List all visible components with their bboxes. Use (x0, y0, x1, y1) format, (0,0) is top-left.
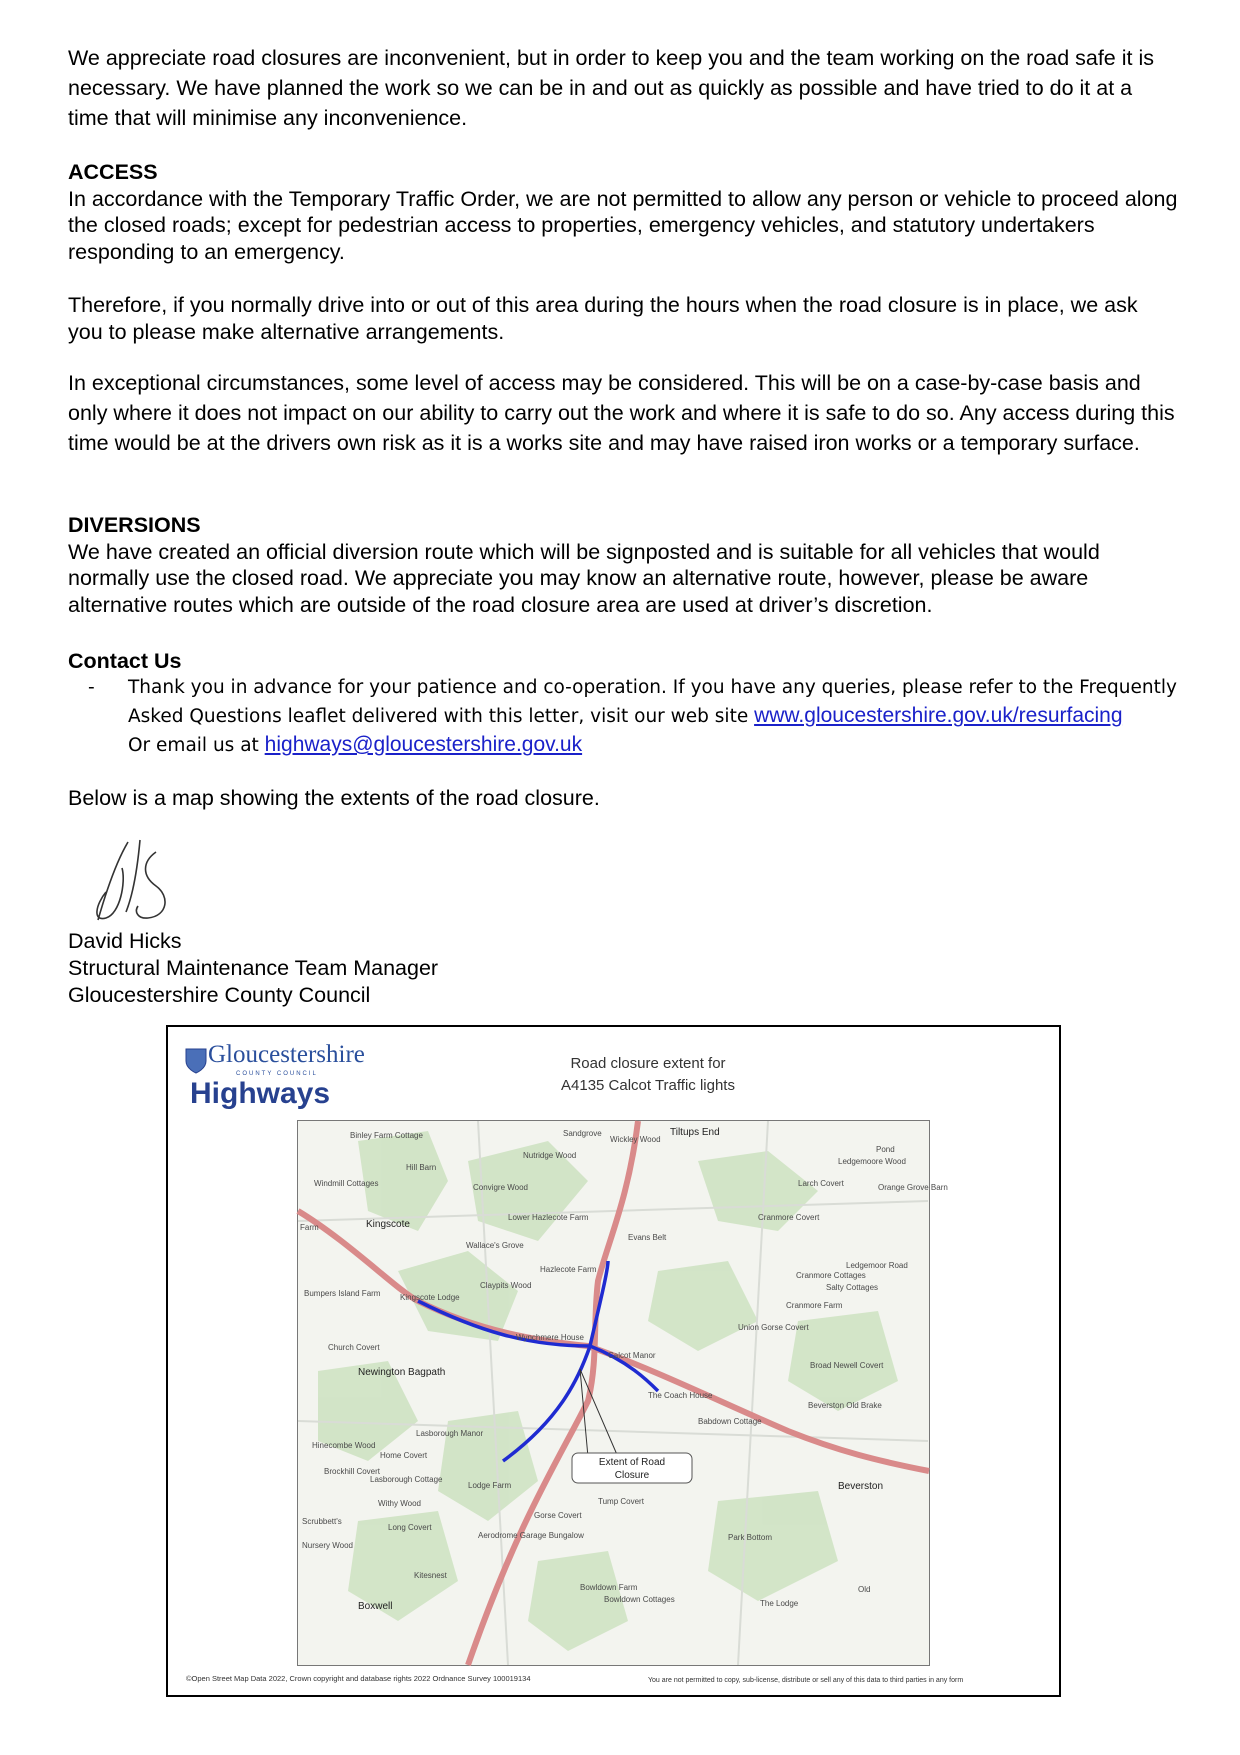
callout-line-2: Closure (614, 1470, 650, 1481)
signatory-name: David Hicks (68, 929, 182, 953)
map-place-label: Cranmore Cottages (796, 1271, 866, 1280)
map-place-label: Church Covert (328, 1343, 380, 1352)
map-place-label: Tiltups End (670, 1127, 720, 1138)
intro-paragraph: We appreciate road closures are inconvenient, but in order to keep you and the team working on the road safe it is necessary. We have planned the work so we can be in and out as quickly as possible and have tried to do it at a time that will minimise any inconvenience. (68, 46, 1154, 130)
map-place-label: Ledgemoor Road (846, 1261, 908, 1270)
map-place-label: Binley Farm Cottage (350, 1131, 423, 1140)
map-figure (166, 1025, 1061, 1697)
map-place-label: Kingscote Lodge (400, 1293, 460, 1302)
map-place-label: Farm (300, 1223, 319, 1232)
map-footer-left: ©Open Street Map Data 2022, Crown copyright and database rights 2022 Ordnance Survey 100019134 (186, 1674, 531, 1683)
map-place-label: Home Covert (380, 1451, 428, 1460)
map-place-label: Convigre Wood (473, 1183, 528, 1192)
access-paragraph-1: In accordance with the Temporary Traffic Order, we are not permitted to allow any person or vehicle to proceed along the closed roads; except for pedestrian access to properties, emergency vehicles, and statutory undertakers responding to an emergency. (68, 186, 1178, 264)
map-place-label: The Lodge (760, 1599, 799, 1608)
map-place-label: Old (858, 1585, 871, 1594)
contact-bullet (88, 674, 1198, 760)
map-place-label: Broad Newell Covert (810, 1361, 884, 1370)
signatory-role: Structural Maintenance Team Manager (68, 956, 439, 980)
map-place-label: Newington Bagpath (358, 1367, 446, 1378)
map-place-label: Bumpers Island Farm (304, 1289, 381, 1298)
access-paragraph-2: Therefore, if you normally drive into or out of this area during the hours when the road closure is in place, we ask you to please make alternative arrangements. (68, 293, 1138, 344)
map-place-label: Babdown Cottage (698, 1417, 762, 1426)
access-section (68, 159, 1178, 265)
map-place-label: Lodge Farm (468, 1481, 512, 1490)
map-place-label: Calcot Manor (608, 1351, 656, 1360)
map-place-label: Cranmore Farm (786, 1301, 843, 1310)
map-place-label: Larch Covert (798, 1179, 844, 1188)
signature-image (86, 832, 182, 932)
map-place-label: Bowldown Cottages (604, 1595, 675, 1604)
map-place-label: Kingscote (366, 1219, 410, 1230)
map-place-label: Wynchmere House (516, 1333, 584, 1342)
map-place-label: Kitesnest (414, 1571, 447, 1580)
diversions-section (68, 512, 1178, 618)
map-place-label: Pond (876, 1145, 895, 1154)
map-place-label: Lasborough Cottage (370, 1475, 443, 1484)
map-place-label: Orange Grove Barn (878, 1183, 948, 1192)
access-paragraph-3: In exceptional circumstances, some level of access may be considered. This will be on a case-by-case basis and only where it does not impact on our ability to carry out the work and where it is safe to do so. Any access during this time would be at the drivers own risk as it is a works site and may have raised iron works or a temporary surface. (68, 371, 1175, 455)
map-place-label: Gorse Covert (534, 1511, 582, 1520)
map-place-label: Wickley Wood (610, 1135, 661, 1144)
email-link[interactable]: highways@gloucestershire.gov.uk (264, 733, 583, 756)
map-place-label: Beverston Old Brake (808, 1401, 882, 1410)
map-place-label: Ledgemoore Wood (838, 1157, 906, 1166)
map-place-label: Hill Barn (406, 1163, 437, 1172)
map-place-label: Bowldown Farm (580, 1583, 638, 1592)
logo-highways: Highways (190, 1077, 331, 1110)
map-place-label: Nursery Wood (302, 1541, 353, 1550)
map-place-label: Cranmore Covert (758, 1213, 820, 1222)
bullet-dash: - (88, 677, 95, 698)
map-place-label: Withy Wood (378, 1499, 421, 1508)
map-place-label: Tump Covert (598, 1497, 644, 1506)
diversions-heading: DIVERSIONS (68, 513, 201, 537)
crest-icon (184, 1047, 208, 1075)
map-place-label: Union Gorse Covert (738, 1323, 809, 1332)
map-place-label: Evans Belt (628, 1233, 667, 1242)
map-place-label: Windmill Cottages (314, 1179, 379, 1188)
map-place-label: Lasborough Manor (416, 1429, 484, 1438)
signature-block (68, 928, 438, 1009)
map-place-label: Lower Hazlecote Farm (508, 1213, 589, 1222)
map-intro: Below is a map showing the extents of the road closure. (68, 786, 600, 810)
map-place-label: Claypits Wood (480, 1281, 532, 1290)
logo-sub: COUNTY COUNCIL (236, 1071, 318, 1077)
map-place-label: Park Bottom (728, 1533, 773, 1542)
website-link[interactable]: www.gloucestershire.gov.uk/resurfacing (754, 704, 1123, 727)
map-place-label: Hinecombe Wood (312, 1441, 376, 1450)
map-place-label: Salty Cottages (826, 1283, 879, 1292)
map-title: Road closure extent for A4135 Calcot Traffic lights (561, 1055, 735, 1094)
logo-name: Gloucestershire (208, 1041, 365, 1068)
map-place-label: Boxwell (358, 1601, 393, 1612)
map-place-label: Wallace's Grove (466, 1241, 524, 1250)
map-place-label: Aerodrome Garage Bungalow (478, 1531, 584, 1540)
map-area (297, 1120, 948, 1666)
map-place-label: Sandgrove (563, 1129, 602, 1138)
map-place-label: Hazlecote Farm (540, 1265, 597, 1274)
contact-text: Thank you in advance for your patience and co-operation. If you have any queries, please refer to the Frequently Asked Questions leaflet delivered with this letter, visit our web site www.gloucestershire.gov.uk/resurfacing Or email us at highways@gloucestershire.gov.uk (128, 677, 1177, 756)
map-place-label: Nutridge Wood (523, 1151, 577, 1160)
signatory-org: Gloucestershire County Council (68, 983, 371, 1007)
map-place-label: The Coach House (648, 1391, 713, 1400)
callout-line-1: Extent of Road (598, 1457, 666, 1468)
map-place-label: Scrubbett's (302, 1517, 342, 1526)
map-footer-right: You are not permitted to copy, sub-license, distribute or sell any of this data to third parties in any form (648, 1677, 964, 1684)
map-place-label: Long Covert (388, 1523, 432, 1532)
diversions-paragraph: We have created an official diversion route which will be signposted and is suitable for all vehicles that would normally use the closed road. We appreciate you may know an alternative route, however, please be aware alternative routes which are outside of the road closure area are used at driver’s discretion. (68, 539, 1100, 617)
map-place-label: Brockhill Covert (324, 1467, 381, 1476)
access-heading: ACCESS (68, 160, 158, 184)
map-place-label: Beverston (838, 1481, 884, 1492)
contact-heading: Contact Us (68, 649, 182, 673)
